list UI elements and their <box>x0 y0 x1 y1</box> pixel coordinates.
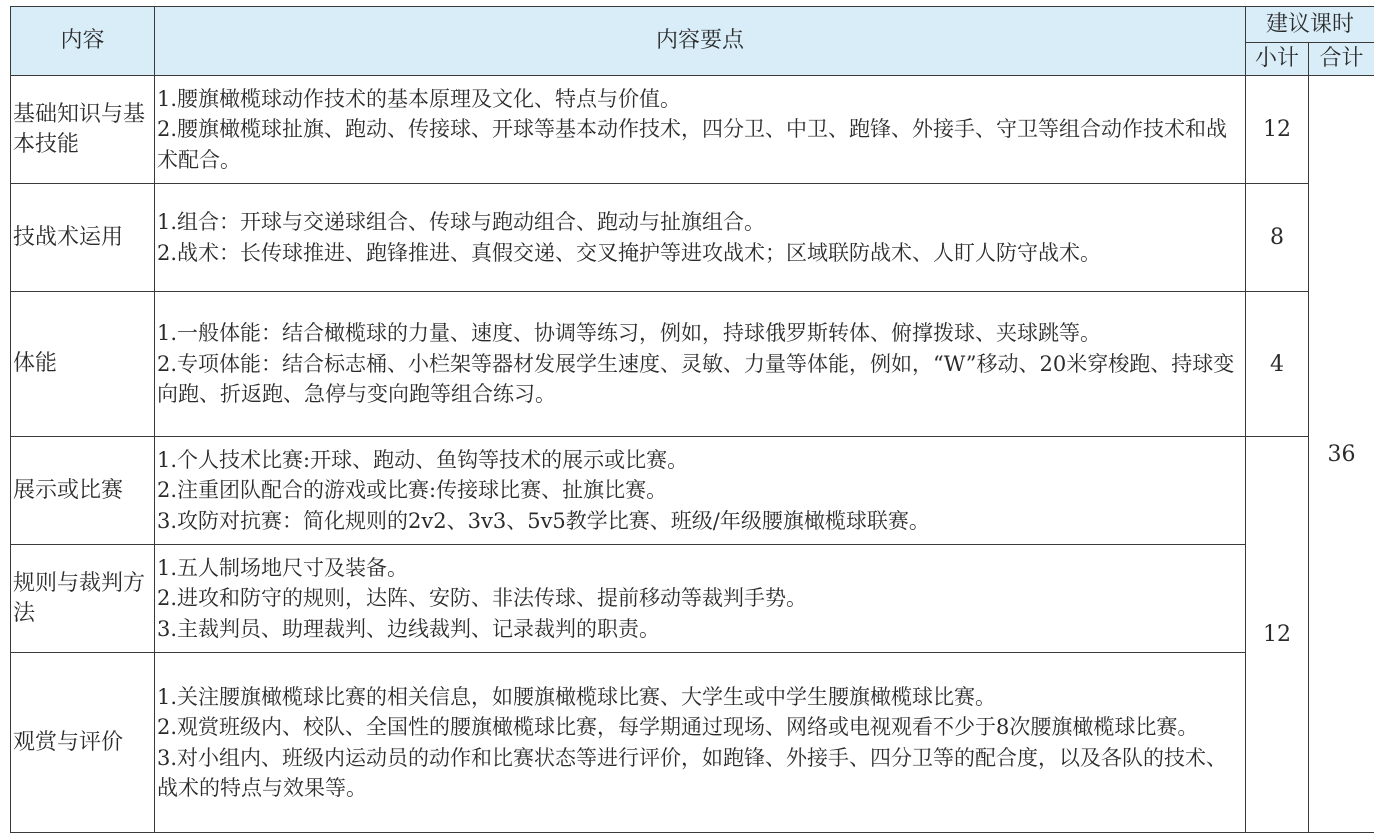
point-item: 2.腰旗橄榄球扯旗、跑动、传接球、开球等基本动作技术，四分卫、中卫、跑锋、外接手、守卫等组合动作技术和战术配合。 <box>157 117 1228 172</box>
header-points: 内容要点 <box>155 7 1246 76</box>
table-row <box>11 292 1374 437</box>
point-item: 3.主裁判员、助理裁判、边线裁判、记录裁判的职责。 <box>157 616 661 641</box>
table-row <box>11 184 1374 292</box>
row-points <box>155 184 1246 292</box>
point-item: 2.观赏班级内、校队、全国性的腰旗橄榄球比赛，每学期通过现场、网络或电视观看不少于8次腰旗橄榄球比赛。 <box>157 715 1199 739</box>
course-table-wrapper <box>10 6 1374 833</box>
row-subtotal: 4 <box>1246 292 1309 437</box>
point-item: 2.战术：长传球推进、跑锋推进、真假交递、交叉掩护等进攻战术；区域联防战术、人盯人防守战术。 <box>157 240 1102 265</box>
row-category: 技战术运用 <box>11 184 155 292</box>
header-category: 内容 <box>11 7 155 76</box>
point-item: 3.攻防对抗赛：简化规则的2v2、3v3、5v5教学比赛、班级/年级腰旗橄榄球联赛。 <box>157 508 930 533</box>
row-subtotal: 12 <box>1246 76 1309 184</box>
row-category: 规则与裁判方法 <box>11 545 155 653</box>
point-item: 2.进攻和防守的规则，达阵、安防、非法传球、提前移动等裁判手势。 <box>157 586 808 611</box>
row-points <box>155 545 1246 653</box>
point-item: 1.个人技术比赛:开球、跑动、鱼钩等技术的展示或比赛。 <box>157 447 689 472</box>
header-suggested-hours: 建议课时 <box>1246 7 1374 43</box>
row-points <box>155 437 1246 545</box>
row-category: 观赏与评价 <box>11 653 155 833</box>
point-item: 2.专项体能：结合标志桶、小栏架等器材发展学生速度、灵敏、力量等体能，例如，“W”移动、20米穿梭跑、持球变向跑、折返跑、急停与变向跑等组合练习。 <box>157 351 1235 407</box>
point-item: 1.一般体能：结合橄榄球的力量、速度、协调等练习，例如，持球俄罗斯转体、俯撑拨球、夹球跳等。 <box>157 321 1102 346</box>
header-subtotal: 小计 <box>1246 43 1309 76</box>
row-subtotal: 12 <box>1246 437 1309 833</box>
total-hours: 36 <box>1309 76 1374 833</box>
point-item: 1.五人制场地尺寸及装备。 <box>157 555 409 580</box>
table-row <box>11 545 1374 653</box>
point-item: 3.对小组内、班级内运动员的动作和比赛状态等进行评价，如跑锋、外接手、四分卫等的配合度，以及各队的技术、战术的特点与效果等。 <box>157 745 1228 800</box>
row-subtotal: 8 <box>1246 184 1309 292</box>
header-total: 合计 <box>1309 43 1374 76</box>
table-row <box>11 437 1374 545</box>
point-item: 2.注重团队配合的游戏或比赛:传接球比赛、扯旗比赛。 <box>157 478 668 503</box>
point-item: 1.组合：开球与交递球组合、传球与跑动组合、跑动与扯旗组合。 <box>157 210 766 234</box>
row-points <box>155 653 1246 833</box>
course-content-table <box>10 6 1374 833</box>
table-row <box>11 76 1374 184</box>
row-category: 基础知识与基本技能 <box>11 76 155 184</box>
row-category: 体能 <box>11 292 155 437</box>
row-points <box>155 292 1246 437</box>
table-row <box>11 653 1374 833</box>
point-item: 1.腰旗橄榄球动作技术的基本原理及文化、特点与价值。 <box>157 86 682 111</box>
row-category: 展示或比赛 <box>11 437 155 545</box>
row-points <box>155 76 1246 184</box>
header-row-top <box>11 7 1374 43</box>
point-item: 1.关注腰旗橄榄球比赛的相关信息，如腰旗橄榄球比赛、大学生或中学生腰旗橄榄球比赛。 <box>157 684 997 709</box>
